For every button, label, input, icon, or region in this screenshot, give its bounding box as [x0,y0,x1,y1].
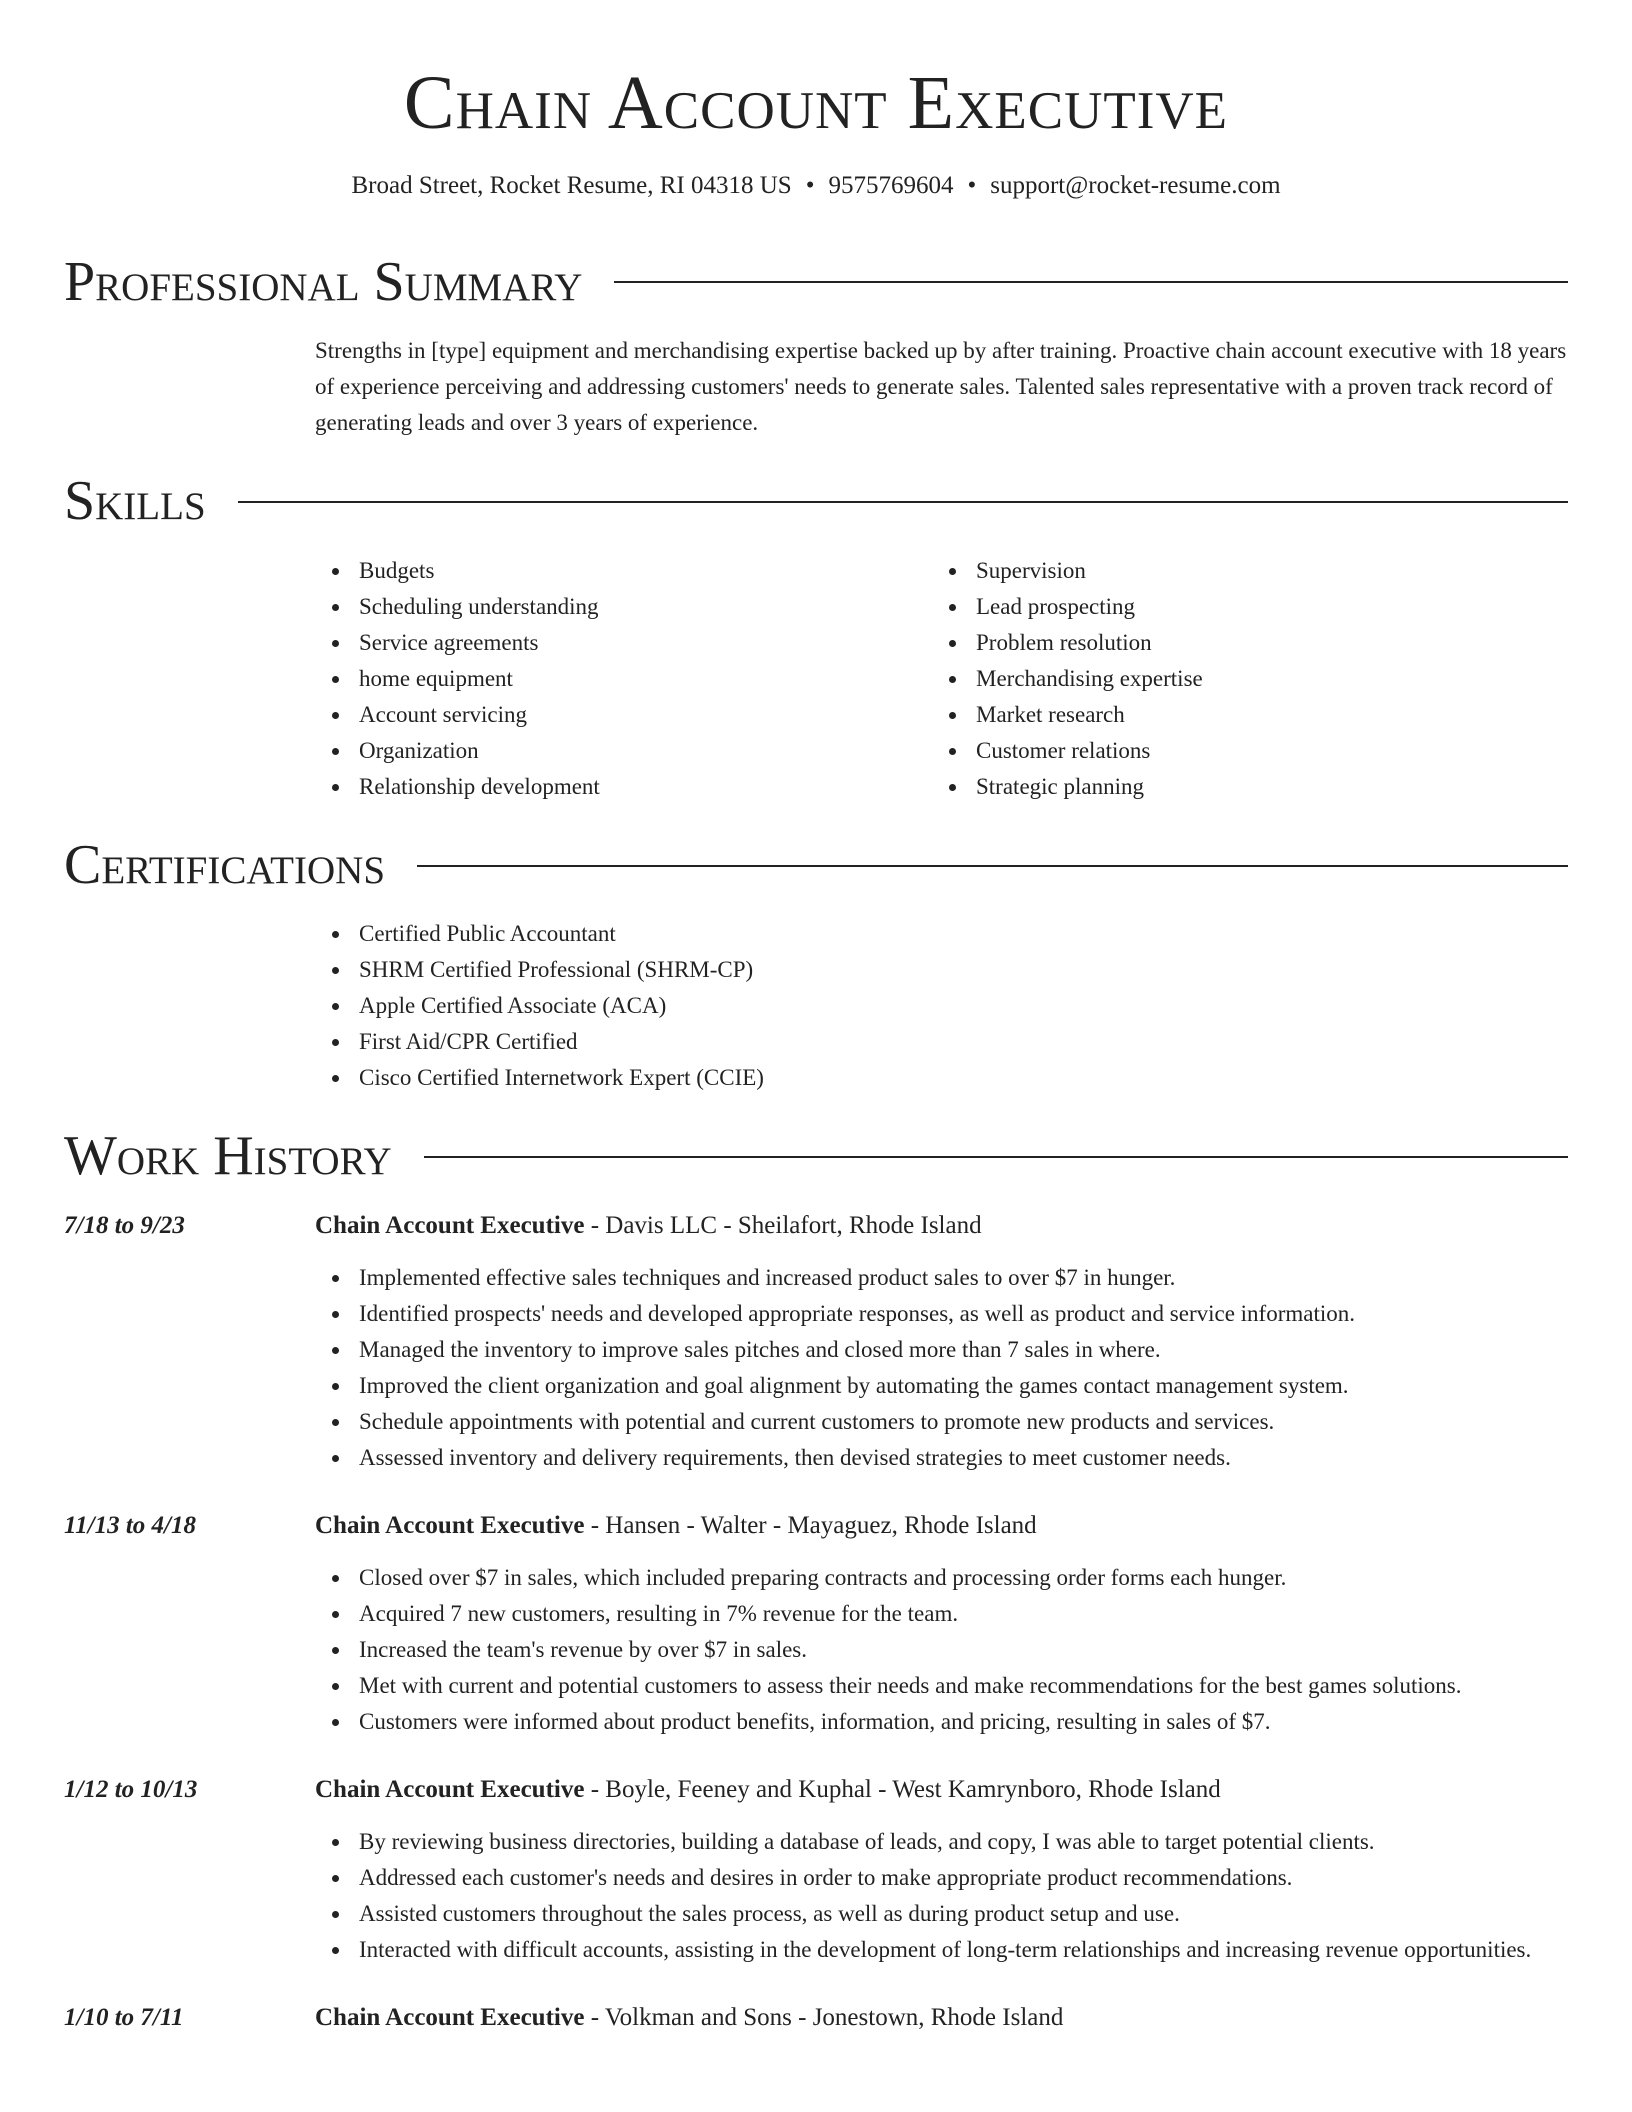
job-header [64,1208,1568,1244]
skill-item: Scheduling understanding [359,589,932,625]
job-bullet: Addressed each customer's needs and desires in order to make appropriate product recommendations. [359,1860,1568,1896]
job-bullet: Managed the inventory to improve sales pitches and closed more than 7 sales in where. [359,1332,1568,1368]
job-body [64,1260,1568,1476]
skills-section [0,471,1632,805]
skill-item: Service agreements [359,625,932,661]
section-rule [417,865,1568,867]
summary-text: Strengths in [type] equipment and merchandising expertise backed up by after training. Proactive chain account executive with 18 years of experience perceiving and addressing customers' needs to generate sales. Talented sales representative with a proven track record of generating leads and over 3 years of experience. [315,338,1567,436]
jobs-list [64,1208,1568,2036]
certifications-body [64,916,1568,1096]
skill-item: Organization [359,733,932,769]
resume-name: Chain Account Executive [403,61,1229,145]
skills-list-right [932,553,1549,805]
job-company: - Boyle, Feeney and Kuphal - West Kamrynboro, Rhode Island [584,1775,1221,1803]
job-title: Chain Account Executive [315,1211,585,1239]
job-bullet: Schedule appointments with potential and current customers to promote new products and services. [359,1404,1568,1440]
skill-item: Relationship development [359,769,932,805]
skill-item: Strategic planning [976,769,1549,805]
skill-item: home equipment [359,661,932,697]
summary-heading [64,252,1568,314]
job-bullet: Increased the team's revenue by over $7 in sales. [359,1632,1568,1668]
job-entry [64,1772,1568,1968]
job-bullet: Interacted with difficult accounts, assisting in the development of long-term relationships and increasing revenue opportunities. [359,1932,1568,1968]
certification-item: First Aid/CPR Certified [359,1024,1568,1060]
job-bullet: Assisted customers throughout the sales process, as well as during product setup and use. [359,1896,1568,1932]
job-bullets [315,1560,1568,1740]
certifications-title: Certifications [64,833,386,896]
section-rule [614,281,1568,283]
job-company: - Davis LLC - Sheilafort, Rhode Island [584,1211,982,1239]
job-entry [64,2000,1568,2036]
job-bullet: Implemented effective sales techniques and increased product sales to over $7 in hunger. [359,1260,1568,1296]
job-header [64,2000,1568,2036]
skill-item: Customer relations [976,733,1549,769]
skill-item: Merchandising expertise [976,661,1549,697]
skills-heading [64,471,1568,533]
certification-item: Certified Public Accountant [359,916,1568,952]
skill-item: Budgets [359,553,932,589]
job-company: - Volkman and Sons - Jonestown, Rhode Island [584,2003,1064,2031]
job-dates: 11/13 to 4/18 [64,1511,196,1539]
work-heading [64,1126,1568,1188]
job-bullet: Customers were informed about product benefits, information, and pricing, resulting in sales of $7. [359,1704,1568,1740]
contact-separator: • [805,171,815,199]
certifications-list [315,916,1568,1096]
job-bullet: Improved the client organization and goal alignment by automating the games contact management system. [359,1368,1568,1404]
job-heading-line [315,1508,1037,1544]
job-header [64,1508,1568,1544]
job-bullet: Acquired 7 new customers, resulting in 7% revenue for the team. [359,1596,1568,1632]
work-title: Work History [64,1125,392,1188]
skills-title: Skills [64,470,206,533]
job-company: - Hansen - Walter - Mayaguez, Rhode Island [584,1511,1037,1539]
summary-section [0,252,1632,442]
job-bullet: By reviewing business directories, building a database of leads, and copy, I was able to target potential clients. [359,1824,1568,1860]
skill-item: Lead prospecting [976,589,1549,625]
job-bullet: Met with current and potential customers to assess their needs and make recommendations for the best games solutions. [359,1668,1568,1704]
job-bullets [315,1260,1568,1476]
job-entry [64,1508,1568,1740]
contact-phone: 9575769604 [828,171,954,199]
skill-item: Account servicing [359,697,932,733]
summary-title: Professional Summary [64,250,583,313]
skills-grid [64,553,1568,805]
job-heading-line [315,1772,1221,1808]
skill-item: Market research [976,697,1549,733]
contact-email: support@rocket-resume.com [990,171,1281,199]
certification-item: SHRM Certified Professional (SHRM-CP) [359,952,1568,988]
job-body [64,1824,1568,1968]
section-rule [424,1156,1568,1158]
job-bullet: Closed over $7 in sales, which included preparing contracts and processing order forms each hunger. [359,1560,1568,1596]
resume-header [0,0,1632,200]
certification-item: Apple Certified Associate (ACA) [359,988,1568,1024]
skill-item: Problem resolution [976,625,1549,661]
job-body [64,1560,1568,1740]
certifications-section [0,835,1632,1097]
section-rule [238,501,1568,503]
job-title: Chain Account Executive [315,1511,585,1539]
job-bullet: Assessed inventory and delivery requirements, then devised strategies to meet customer needs. [359,1440,1568,1476]
certification-item: Cisco Certified Internetwork Expert (CCIE) [359,1060,1568,1096]
job-dates: 1/10 to 7/11 [64,2003,184,2031]
job-title: Chain Account Executive [315,2003,585,2031]
skill-item: Supervision [976,553,1549,589]
skills-list-left [315,553,932,805]
job-heading-line [315,2000,1063,2036]
contact-separator: • [967,171,977,199]
job-entry [64,1208,1568,1476]
job-dates: 1/12 to 10/13 [64,1775,198,1803]
contact-line [0,172,1632,200]
job-bullets [315,1824,1568,1968]
job-header [64,1772,1568,1808]
job-bullet: Identified prospects' needs and developed appropriate responses, as well as product and service information. [359,1296,1568,1332]
job-dates: 7/18 to 9/23 [64,1211,185,1239]
contact-address: Broad Street, Rocket Resume, RI 04318 US [351,171,792,199]
job-heading-line [315,1208,982,1244]
certifications-heading [64,835,1568,897]
work-section [0,1126,1632,2036]
job-title: Chain Account Executive [315,1775,585,1803]
